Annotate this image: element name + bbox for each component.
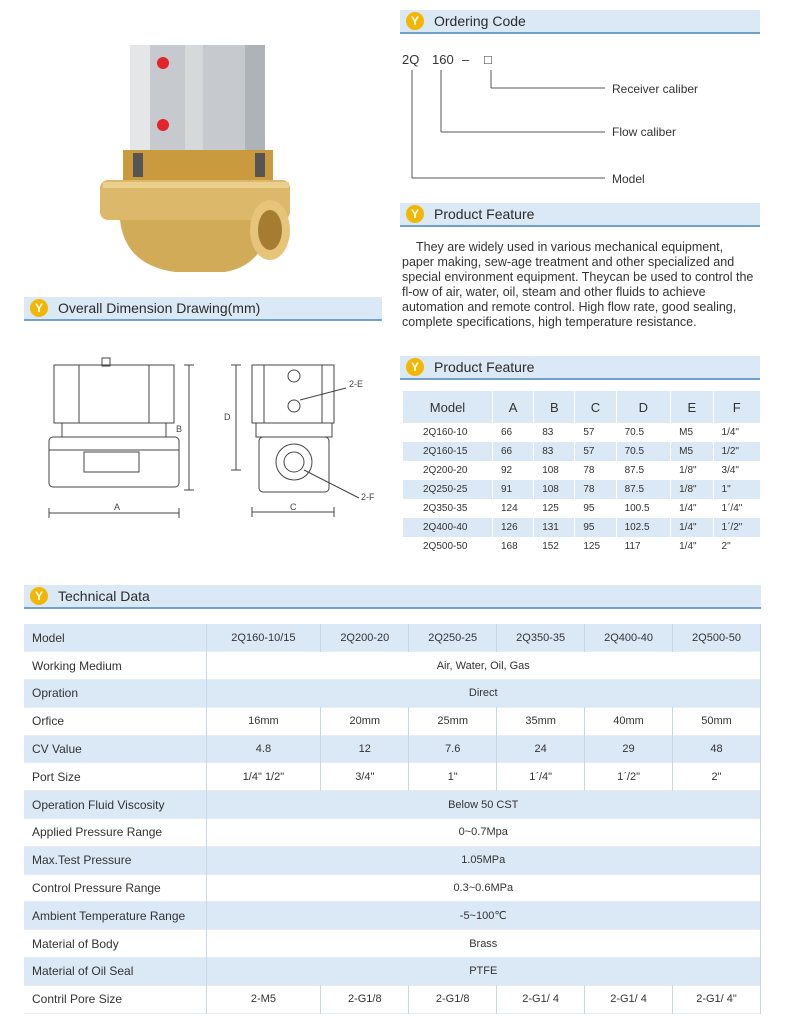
cell: 108 — [534, 480, 575, 499]
cell: 25mm — [409, 707, 497, 735]
cell: 2Q250-25 — [403, 480, 493, 499]
overall-dimension-header — [24, 297, 382, 321]
cell: 2Q350-35 — [403, 499, 493, 518]
cell: 168 — [493, 537, 534, 556]
table-row — [24, 763, 761, 791]
cell: 2-G1/ 4 — [497, 985, 585, 1013]
cell: 66 — [493, 423, 534, 442]
cell: 29 — [585, 735, 673, 763]
cell: 2Q500-50 — [403, 537, 493, 556]
cell: 125 — [534, 499, 575, 518]
cell: 50mm — [673, 707, 761, 735]
row-label: Ambient Temperature Range — [24, 902, 206, 930]
table-row — [403, 499, 761, 518]
dims-header-cell: D — [616, 391, 671, 423]
cell: 16mm — [206, 707, 321, 735]
cell: 2Q500-50 — [673, 624, 761, 652]
cell: 95 — [575, 499, 616, 518]
cell: 117 — [616, 537, 671, 556]
row-label: Working Medium — [24, 652, 206, 680]
cell: 2Q400-40 — [403, 518, 493, 537]
cell: 125 — [575, 537, 616, 556]
cell: Air, Water, Oil, Gas — [206, 652, 761, 680]
cell: M5 — [671, 423, 713, 442]
cell: 87.5 — [616, 461, 671, 480]
cell: 70.5 — [616, 442, 671, 461]
cell: 1/4" — [671, 537, 713, 556]
table-row — [24, 846, 761, 874]
cell: 2Q250-25 — [409, 624, 497, 652]
cell: 1/8" — [671, 480, 713, 499]
section-title: Ordering Code — [434, 13, 526, 29]
y-badge-icon: Y — [406, 12, 424, 30]
y-badge-icon: Y — [30, 299, 48, 317]
cell: 1.05MPa — [206, 846, 761, 874]
ordering-code-diagram — [400, 40, 760, 200]
dims-header-cell: B — [534, 391, 575, 423]
cell: 1ˊ/4" — [497, 763, 585, 791]
cell: 57 — [575, 423, 616, 442]
dimension-drawing — [24, 340, 382, 530]
dim-label-f: 2-F — [361, 492, 375, 502]
dim-label-b: B — [176, 424, 183, 434]
cell: 40mm — [585, 707, 673, 735]
cell: 3/4" — [321, 763, 409, 791]
cell: 2-G1/8 — [321, 985, 409, 1013]
dim-label-c: C — [290, 502, 297, 512]
y-badge-icon: Y — [406, 205, 424, 223]
cell: 20mm — [321, 707, 409, 735]
cell: 2Q160-10/15 — [206, 624, 321, 652]
table-row — [24, 930, 761, 958]
cell: 2-G1/ 4" — [673, 985, 761, 1013]
row-label: Opration — [24, 680, 206, 708]
cell: 24 — [497, 735, 585, 763]
cell: 2Q200-20 — [321, 624, 409, 652]
cell: 83 — [534, 423, 575, 442]
cell: 3/4" — [713, 461, 760, 480]
cell: 95 — [575, 518, 616, 537]
cell: 2Q200-20 — [403, 461, 493, 480]
dims-header-cell: A — [493, 391, 534, 423]
dim-label-e: 2-E — [349, 379, 364, 389]
section-title: Technical Data — [58, 588, 150, 604]
dims-header-row — [403, 391, 761, 423]
dim-label-a: A — [114, 502, 121, 512]
cell: 1/4" — [713, 423, 760, 442]
section-title: Product Feature — [434, 359, 535, 375]
product-feature-header — [400, 203, 760, 227]
cell: 2-G1/8 — [409, 985, 497, 1013]
code-dash: – — [462, 52, 470, 67]
code-box: □ — [484, 52, 492, 67]
cell: 2Q350-35 — [497, 624, 585, 652]
dim-label-d: D — [224, 412, 231, 422]
row-label: Max.Test Pressure — [24, 846, 206, 874]
label-model: Model — [612, 172, 645, 186]
code-flow: 160 — [432, 52, 454, 67]
row-label: Applied Pressure Range — [24, 819, 206, 847]
dims-header-cell: F — [713, 391, 760, 423]
cell: 0~0.7Mpa — [206, 819, 761, 847]
cell: 57 — [575, 442, 616, 461]
cell: 83 — [534, 442, 575, 461]
label-receiver: Receiver caliber — [612, 82, 699, 96]
table-row — [24, 902, 761, 930]
row-label: Material of Body — [24, 930, 206, 958]
table-row — [403, 480, 761, 499]
cell: 1/4" 1/2" — [206, 763, 321, 791]
cell: 108 — [534, 461, 575, 480]
cell: 152 — [534, 537, 575, 556]
section-title: Product Feature — [434, 206, 535, 222]
cell: 102.5 — [616, 518, 671, 537]
dims-header-cell: C — [575, 391, 616, 423]
table-row — [24, 985, 761, 1013]
cell: 92 — [493, 461, 534, 480]
cell: 7.6 — [409, 735, 497, 763]
table-row — [24, 791, 761, 819]
cell: 2" — [713, 537, 760, 556]
ordering-code-lines — [400, 40, 760, 200]
y-badge-icon: Y — [406, 358, 424, 376]
cell: 78 — [575, 480, 616, 499]
cell: 131 — [534, 518, 575, 537]
section-title: Overall Dimension Drawing(mm) — [58, 300, 261, 316]
cell: 12 — [321, 735, 409, 763]
cell: 4.8 — [206, 735, 321, 763]
table-row — [24, 624, 761, 652]
cell: 2Q400-40 — [585, 624, 673, 652]
dims-header-cell: Model — [403, 391, 493, 423]
cell: 70.5 — [616, 423, 671, 442]
cell: 2-G1/ 4 — [585, 985, 673, 1013]
label-flow: Flow caliber — [612, 125, 677, 139]
feature-description: They are widely used in various mechanical equipment, paper making, sew-age treatment and other specialized and special environment equipment. Theycan be used to control the fl-ow of air, water, oil, steam and other fluids to achieve automation and remote control. High flow rate, good sealing, complete specifications, high temperature resistance. — [402, 240, 754, 329]
cell: 91 — [493, 480, 534, 499]
cell: 1ˊ/4" — [713, 499, 760, 518]
cell: 100.5 — [616, 499, 671, 518]
table-row — [24, 819, 761, 847]
cell: 1/4" — [671, 518, 713, 537]
row-label: Contril Pore Size — [24, 985, 206, 1013]
cell: 124 — [493, 499, 534, 518]
dims-header-cell: E — [671, 391, 713, 423]
table-row — [24, 707, 761, 735]
row-label: Port Size — [24, 763, 206, 791]
cell: 1/4" — [671, 499, 713, 518]
cell: 1" — [713, 480, 760, 499]
dimensions-table — [402, 391, 760, 556]
valve-product-photo — [95, 40, 295, 280]
row-label: Orfice — [24, 707, 206, 735]
ordering-code-header — [400, 10, 760, 34]
cell: 126 — [493, 518, 534, 537]
cell: 2" — [673, 763, 761, 791]
cell: 1ˊ/2" — [713, 518, 760, 537]
technical-data-header — [24, 585, 761, 609]
cell: Direct — [206, 680, 761, 708]
y-badge-icon: Y — [30, 587, 48, 605]
row-label: Material of Oil Seal — [24, 958, 206, 986]
cell: 87.5 — [616, 480, 671, 499]
cell: 2Q160-15 — [403, 442, 493, 461]
cell: 1ˊ/2" — [585, 763, 673, 791]
table-row — [403, 423, 761, 442]
cell: 78 — [575, 461, 616, 480]
cell: 2Q160-10 — [403, 423, 493, 442]
table-row — [24, 680, 761, 708]
cell: 66 — [493, 442, 534, 461]
cell: 35mm — [497, 707, 585, 735]
cell: Brass — [206, 930, 761, 958]
cell: 2-M5 — [206, 985, 321, 1013]
cell: PTFE — [206, 958, 761, 986]
row-label: Operation Fluid Viscosity — [24, 791, 206, 819]
row-label: CV Value — [24, 735, 206, 763]
cell: 48 — [673, 735, 761, 763]
table-row — [24, 735, 761, 763]
row-label: Model — [24, 624, 206, 652]
cell: Below 50 CST — [206, 791, 761, 819]
row-label: Control Pressure Range — [24, 874, 206, 902]
table-row — [24, 958, 761, 986]
table-row — [24, 874, 761, 902]
cell: 1" — [409, 763, 497, 791]
table-row — [403, 442, 761, 461]
table-row — [403, 461, 761, 480]
table-row — [403, 518, 761, 537]
cell: 1/2" — [713, 442, 760, 461]
cell: 1/8" — [671, 461, 713, 480]
table-row — [24, 652, 761, 680]
table-row — [403, 537, 761, 556]
cell: 0.3~0.6MPa — [206, 874, 761, 902]
code-prefix: 2Q — [402, 52, 420, 67]
cell: M5 — [671, 442, 713, 461]
technical-data-table — [24, 624, 761, 1014]
product-feature-header-2 — [400, 356, 760, 380]
cell: -5~100℃ — [206, 902, 761, 930]
